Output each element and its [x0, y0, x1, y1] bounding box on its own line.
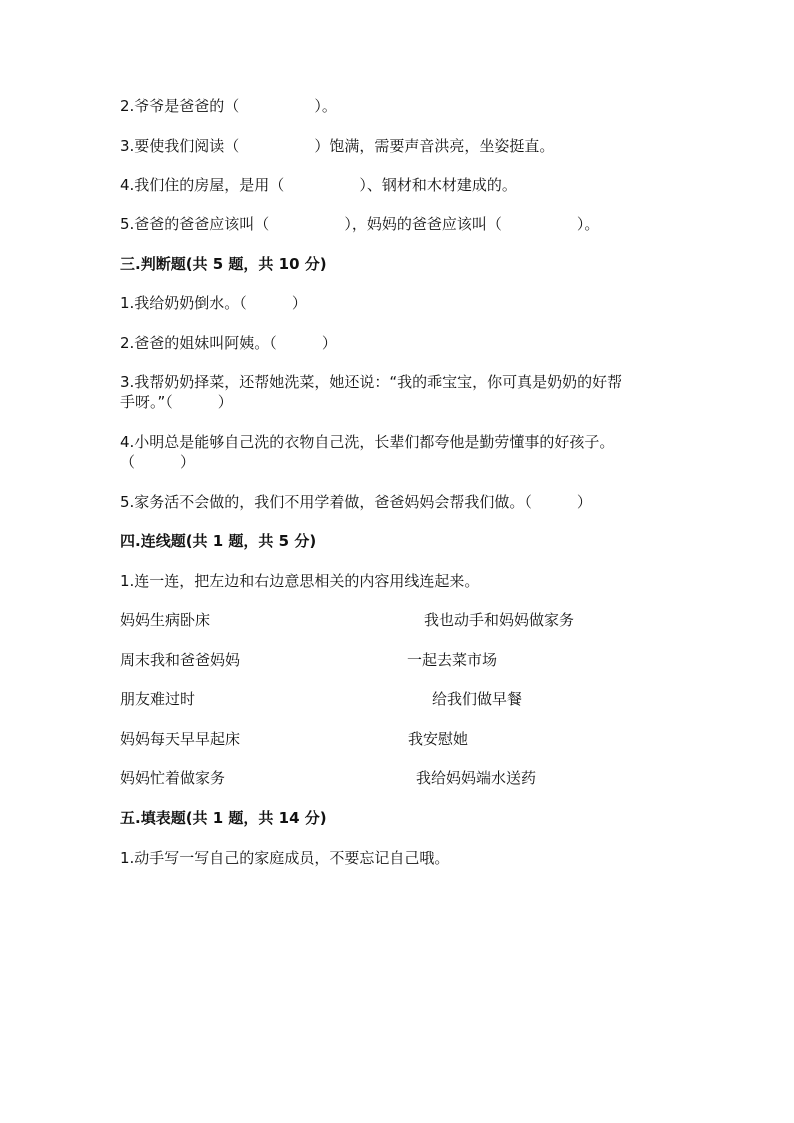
judge-question-4-line-1: 4.小明总是能够自己洗的衣物自己洗，长辈们都夸他是勤劳懂事的好孩子。	[120, 433, 615, 451]
matching-left-item: 妈妈每天早早起床	[120, 730, 241, 748]
judge-question-3-line-2: 手呀。”（ ）	[120, 393, 233, 411]
section-heading-matching: 四.连线题(共 1 题，共 5 分)	[120, 532, 317, 550]
table-fill-instruction: 1.动手写一写自己的家庭成员，不要忘记自己哦。	[120, 849, 450, 867]
matching-right-item: 我给妈妈端水送药	[416, 769, 537, 787]
matching-right-item: 给我们做早餐	[432, 690, 523, 708]
section-heading-judge: 三.判断题(共 5 题，共 10 分)	[120, 255, 327, 273]
judge-question-3-line-1: 3.我帮奶奶择菜，还帮她洗菜，她还说：“我的乖宝宝，你可真是奶奶的好帮	[120, 373, 623, 391]
fill-blank-question-4: 4.我们住的房屋，是用（ ）、钢材和木材建成的。	[120, 176, 517, 194]
judge-question-4-line-2: （ ）	[120, 453, 196, 471]
matching-right-item: 我也动手和妈妈做家务	[424, 611, 575, 629]
judge-question-2: 2.爸爸的姐妹叫阿姨。（ ）	[120, 334, 337, 352]
matching-right-item: 一起去菜市场	[407, 651, 498, 669]
judge-question-5: 5.家务活不会做的，我们不用学着做，爸爸妈妈会帮我们做。（ ）	[120, 493, 592, 511]
section-heading-table-fill: 五.填表题(共 1 题，共 14 分)	[120, 809, 327, 827]
matching-left-item: 妈妈生病卧床	[120, 611, 211, 629]
fill-blank-question-2: 2.爷爷是爸爸的（ ）。	[120, 97, 337, 115]
matching-left-item: 周末我和爸爸妈妈	[120, 651, 241, 669]
judge-question-1: 1.我给奶奶倒水。（ ）	[120, 294, 307, 312]
matching-left-item: 妈妈忙着做家务	[120, 769, 226, 787]
fill-blank-question-5: 5.爸爸的爸爸应该叫（ ），妈妈的爸爸应该叫（ ）。	[120, 215, 600, 233]
matching-instruction: 1.连一连，把左边和右边意思相关的内容用线连起来。	[120, 572, 480, 590]
fill-blank-question-3: 3.要使我们阅读（ ）饱满，需要声音洪亮，坐姿挺直。	[120, 137, 555, 155]
matching-right-item: 我安慰她	[408, 730, 469, 748]
matching-left-item: 朋友难过时	[120, 690, 196, 708]
